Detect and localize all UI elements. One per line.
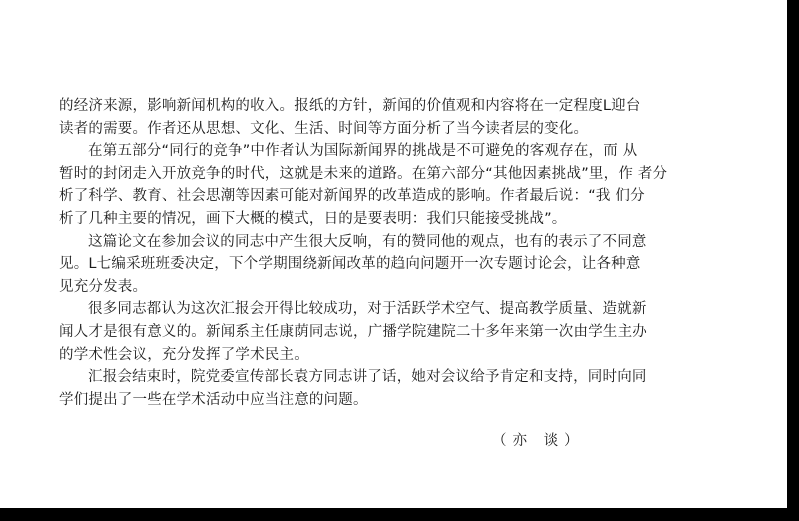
text-line: 析了几种主要的情况，画下大概的模式，日的是要表明：我们只能接受挑战”。 (59, 210, 567, 227)
text-line: 读者的需要。作者还从思想、文化、生活、时间等方面分析了当今读者层的变化。 (59, 120, 589, 137)
paragraph-start-line: 这篇论文在参加会议的同志中产生很大反响，有的赞同他的观点，也有的表示了不同意 (88, 233, 647, 250)
text-line: 的经济来源，影响新闻机构的收入。报纸的方针，新闻的价值观和内容将在一定程度L迎台 (59, 98, 641, 114)
text-line: 见。L七编采班班委决定，下个学期围绕新闻改革的趋向问题开一次专题讨论会，让各种意 (59, 256, 641, 273)
paragraph-start-line: 很多同志都认为这次汇报会开得比较成功，对于活跃学术空气、提高教学质量、造就新 (88, 301, 647, 318)
paragraph-start-line: 汇报会结束时，院党委宣传部长袁方同志讲了话，她对会议给予肯定和支持，同时向同 (88, 369, 647, 386)
scan-border-right (787, 0, 799, 521)
text-line: 的学术性会议，充分发挥了学术民主。 (59, 346, 309, 363)
text-line: 见充分发表。 (59, 278, 148, 295)
text-line: 暂时的封闭走入开放竞争的时代，这就是未来的道路。在第六部分“其他因素挑战”里，作 者分 (59, 165, 668, 182)
scan-border-bottom (0, 508, 799, 521)
text-line: 闻人才是很有意义的。新闻系主任康荫同志说，广播学院建院二十多年来第一次由学生主办 (59, 323, 647, 340)
paragraph-start-line: 在第五部分“同行的竞争”中作者认为国际新闻界的挑战是不可避免的客观存在，而 从 (88, 143, 638, 160)
text-line: 学们提出了一些在学术活动中应当注意的问题。 (59, 391, 368, 408)
text-line: 析了科学、教育、社会思潮等因素可能对新闻界的改革造成的影响。作者最后说：“我 们分 (59, 188, 645, 205)
author-signature: （亦 谈） (492, 433, 585, 449)
article-body (59, 95, 709, 411)
